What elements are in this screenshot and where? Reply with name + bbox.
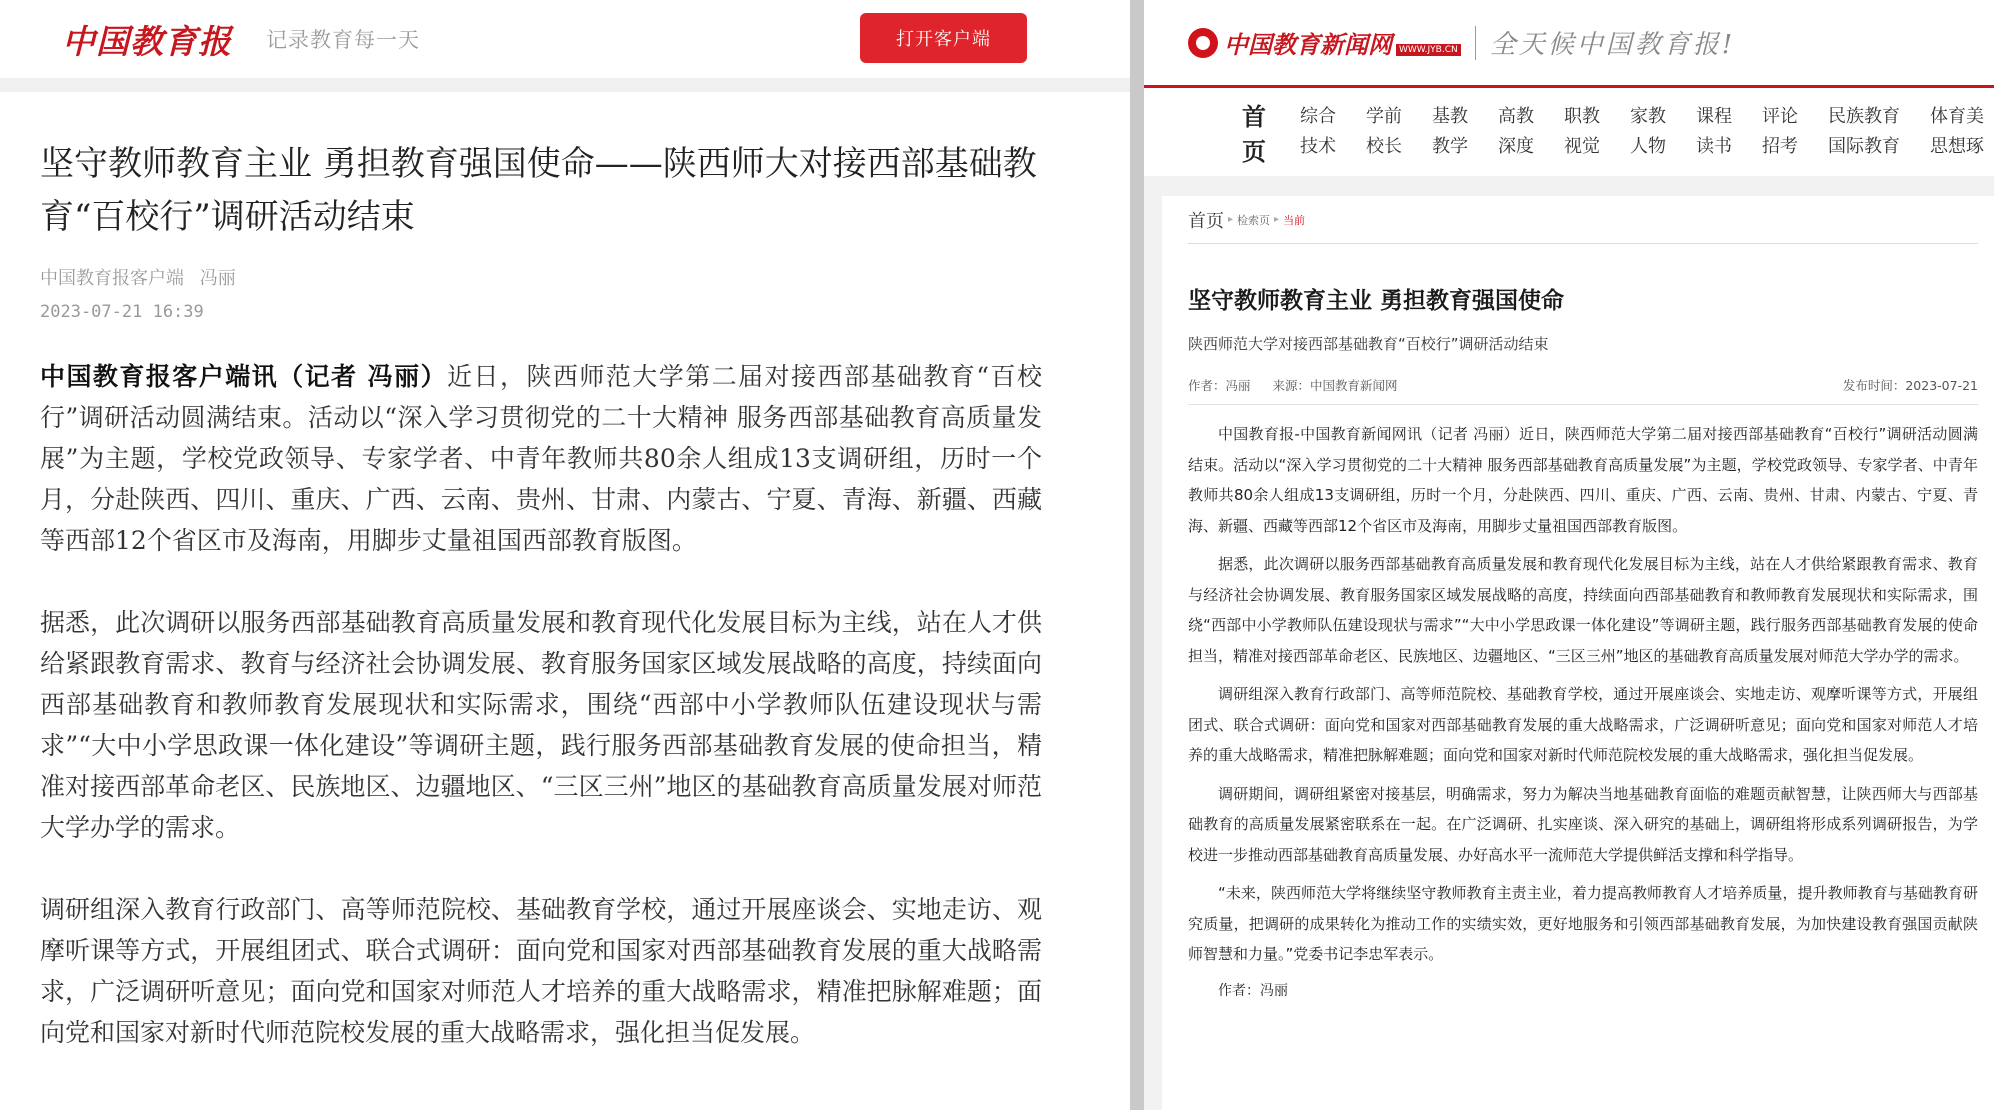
nav-item[interactable]: 教学: [1432, 136, 1468, 157]
article-title: 坚守教师教育主业 勇担教育强国使命: [1188, 288, 1565, 314]
nav-column: [1762, 102, 1798, 162]
article-author-footer: 作者：冯丽: [1218, 982, 1288, 999]
article-card: [1162, 196, 1994, 1110]
desktop-article-panel: [1144, 0, 1994, 1110]
nav-home[interactable]: 首页: [1242, 103, 1266, 166]
site-url: WWW.JYB.CN: [1396, 44, 1461, 56]
article-source: 中国教育报客户端: [40, 268, 184, 289]
nav-item[interactable]: 招考: [1762, 136, 1798, 157]
breadcrumb-current: 当前: [1283, 213, 1306, 227]
breadcrumb-home[interactable]: 首页: [1188, 210, 1224, 232]
nav-column: [1300, 102, 1336, 162]
site-slogan: 记录教育每一天: [266, 28, 420, 52]
nav-column: [1630, 102, 1666, 162]
breadcrumb-chevron-icon: ▸: [1274, 214, 1280, 225]
article-lead: 中国教育报客户端讯（记者 冯丽）: [40, 362, 448, 391]
nav-item[interactable]: 视觉: [1564, 136, 1600, 157]
nav-column: [1564, 102, 1600, 162]
meta-source: 来源：中国教育新闻网: [1272, 378, 1398, 393]
article-paragraph: “未来，陕西师范大学将继续坚守教师教育主责主业，着力提高教师教育人才培养质量，提升教师教育与基础教育研究质量，把调研的成果转化为推动工作的实绩实效，更好地服务和引领西部基础教育发展，为加快建设教育强国贡献陕师智慧和力量。”党委书记李忠军表示。: [1188, 884, 1978, 963]
nav-item[interactable]: 国际教育: [1828, 136, 1900, 157]
nav-item[interactable]: 职教: [1564, 106, 1600, 127]
nav-item[interactable]: 综合: [1300, 106, 1336, 127]
nav-column: [1498, 102, 1534, 162]
breadcrumb: [1188, 196, 1978, 244]
breadcrumb-chevron-icon: ▸: [1228, 214, 1234, 225]
nav-item[interactable]: 人物: [1630, 136, 1666, 157]
site-header: [1144, 0, 1994, 88]
nav-item[interactable]: 读书: [1696, 136, 1732, 157]
article-paragraph: 调研期间，调研组紧密对接基层，明确需求，努力为解决当地基础教育面临的难题贡献智慧，让陕西师大与西部基础教育的高质量发展紧密联系在一起。在广泛调研、扎实座谈、深入研究的基础上，调研组将形成系列调研报告，为学校进一步推动西部基础教育高质量发展、办好高水平一流师范大学提供鲜活支撑和科学指导。: [1188, 784, 1978, 864]
nav-item[interactable]: 体育美: [1930, 106, 1984, 127]
nav-item[interactable]: 深度: [1498, 136, 1534, 157]
nav-item[interactable]: 评论: [1762, 106, 1798, 127]
article-author: 冯丽: [199, 268, 236, 289]
nav-item[interactable]: 课程: [1696, 106, 1732, 127]
open-app-button[interactable]: 打开客户端: [860, 13, 1027, 63]
article-headline: 坚守教师教育主业 勇担教育强国使命——陕西师大对接西部基础教育“百校行”调研活动结束: [40, 144, 1037, 237]
article-body: [1188, 419, 1978, 970]
article-paragraph: 调研组深入教育行政部门、高等师范院校、基础教育学校，通过开展座谈会、实地走访、观摩听课等方式，开展组团式、联合式调研：面向党和国家对西部基础教育发展的重大战略需求，广泛调研听意见；面向党和国家对师范人才培养的重大战略需求，精准把脉解难题；面向党和国家对新时代师范院校发展的重大战略需求，强化担当促发展。: [1188, 685, 1978, 764]
article-datetime: 2023-07-21 16:39: [40, 302, 204, 322]
article-paragraph: 中国教育报-中国教育新闻网讯（记者 冯丽）近日，陕西师范大学第二届对接西部基础教育“百校行”调研活动圆满结束。活动以“深入学习贯彻党的二十大精神 服务西部基础教育高质量发展”为主题，学校党政领导、专家学者、中青年教师共80余人组成13支调研组，历时一个月，分赴陕西、四川、重庆、广西、云南、贵州、甘肃、内蒙古、宁夏、青海、新疆、西藏等西部12个省区市及海南，用脚步丈量祖国西部教育版图。: [1188, 425, 1978, 535]
nav-columns: [1300, 102, 1994, 162]
breadcrumb-search[interactable]: 检索页: [1237, 213, 1271, 227]
nav-item[interactable]: 思想琢: [1930, 136, 1984, 157]
logo-mark-icon: [1188, 28, 1218, 58]
nav-item[interactable]: 高教: [1498, 106, 1534, 127]
main-nav: [1144, 88, 1994, 176]
nav-item[interactable]: 校长: [1366, 136, 1402, 157]
nav-column: [1930, 102, 1984, 162]
meta-date: 发布时间：2023-07-21: [1842, 378, 1978, 393]
panel-divider: [1130, 0, 1144, 1110]
nav-item[interactable]: 民族教育: [1828, 106, 1900, 127]
article-body: [40, 356, 1042, 1053]
nav-column: [1432, 102, 1468, 162]
nav-column: [1828, 102, 1900, 162]
article-source-line: [40, 264, 1042, 290]
site-slogan: 全天候中国教育报!: [1489, 30, 1736, 60]
mobile-header: [0, 0, 1130, 78]
nav-item[interactable]: 学前: [1366, 106, 1402, 127]
site-logo[interactable]: 中国教育新闻网: [1224, 30, 1392, 59]
article-subtitle: 陕西师范大学对接西部基础教育“百校行”调研活动结束: [1188, 335, 1549, 353]
article-meta: [1188, 376, 1978, 405]
article-paragraph: 据悉，此次调研以服务西部基础教育高质量发展和教育现代化发展目标为主线，站在人才供给紧跟教育需求、教育与经济社会协调发展、教育服务国家区域发展战略的高度，持续面向西部基础教育和教师教育发展现状和实际需求，围绕“西部中小学教师队伍建设现状与需求”“大中小学思政课一体化建设”等调研主题，践行服务西部基础教育发展的使命担当，精准对接西部革命老区、民族地区、边疆地区、“三区三州”地区的基础教育高质量发展对师范大学办学的需求。: [40, 608, 1042, 842]
nav-item[interactable]: 家教: [1630, 106, 1666, 127]
site-logo[interactable]: 中国教育报: [62, 21, 232, 61]
logo-separator: [1475, 26, 1476, 60]
article-paragraph: 据悉，此次调研以服务西部基础教育高质量发展和教育现代化发展目标为主线，站在人才供给紧跟教育需求、教育与经济社会协调发展、教育服务国家区域发展战略的高度，持续面向西部基础教育和教师教育发展现状和实际需求，围绕“西部中小学教师队伍建设现状与需求”“大中小学思政课一体化建设”等调研主题，践行服务西部基础教育发展的使命担当，精准对接西部革命老区、民族地区、边疆地区、“三区三州”地区的基础教育高质量发展对师范大学办学的需求。: [1188, 555, 1978, 665]
nav-item[interactable]: 技术: [1300, 136, 1336, 157]
nav-column: [1696, 102, 1732, 162]
header-divider-band: [0, 78, 1130, 92]
nav-item[interactable]: 基教: [1432, 106, 1468, 127]
article-content: [0, 92, 1130, 1053]
article-paragraph: 中国教育报客户端讯（记者 冯丽）近日，陕西师范大学第二届对接西部基础教育“百校行”调研活动圆满结束。活动以“深入学习贯彻党的二十大精神 服务西部基础教育高质量发展”为主题，学校党政领导、专家学者、中青年教师共80余人组成13支调研组，历时一个月，分赴陕西、四川、重庆、广西、云南、贵州、甘肃、内蒙古、宁夏、青海、新疆、西藏等西部12个省区市及海南，用脚步丈量祖国西部教育版图。: [40, 362, 1042, 555]
meta-author: 作者：冯丽: [1188, 378, 1251, 393]
nav-column: [1366, 102, 1402, 162]
article-paragraph: 调研组深入教育行政部门、高等师范院校、基础教育学校，通过开展座谈会、实地走访、观摩听课等方式，开展组团式、联合式调研：面向党和国家对西部基础教育发展的重大战略需求，广泛调研听意见；面向党和国家对师范人才培养的重大战略需求，精准把脉解难题；面向党和国家对新时代师范院校发展的重大战略需求，强化担当促发展。: [40, 895, 1042, 1047]
